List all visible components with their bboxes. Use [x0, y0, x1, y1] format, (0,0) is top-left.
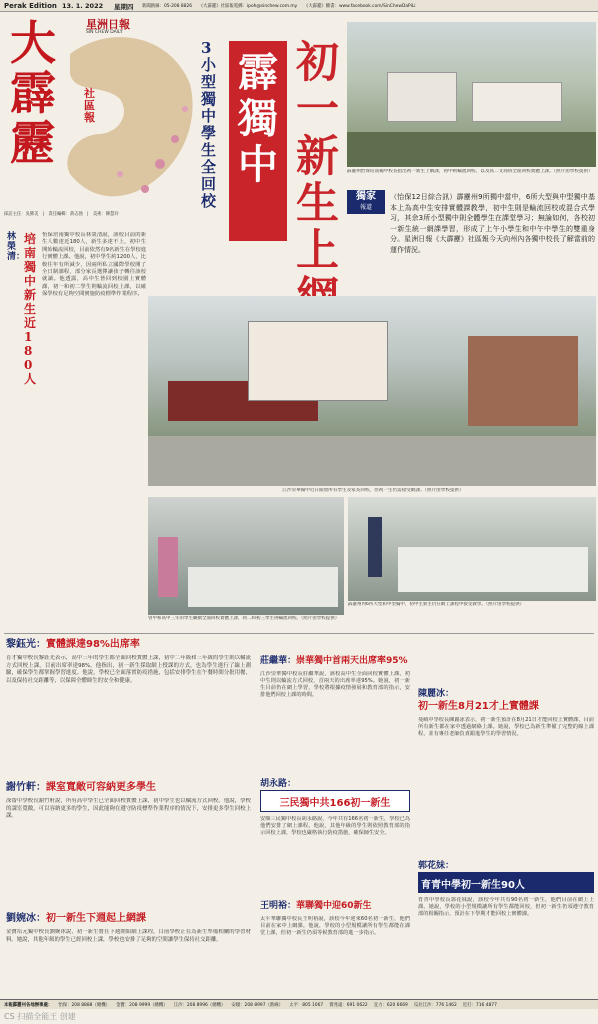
footer-office: 怡保：208 8888（總機）: [58, 1002, 110, 1008]
footer-office: 安順：208 8997（熱線）: [231, 1002, 284, 1008]
footer-office: 江沙：208 8996（總機）: [173, 1002, 226, 1008]
footer-bar: [0, 999, 598, 1009]
story-4: [260, 655, 410, 775]
side-story-body: 怡保培南獨中校長林榮清說，該校目前的新生人數達近180人，新生多達不上，初中生開始輪流回校，目前依然有9名新生在學校進行實體上課。他說，初中學生約1200人，比較往年有所減少，因兩所私立國際學校開了全日制課程，部分家長選擇讓孩子轉往該校就讀。他透露，高中生皆回到校園上實體課，初一和初二學生則輪流回校上課，以確保學校有足夠空間實施防疫標準作業程序。: [42, 232, 146, 298]
exclusive-badge-text: 獨家: [356, 191, 376, 202]
side-story-name: 林榮清：: [7, 232, 26, 262]
story-1-title: 實體課達98%出席率: [46, 639, 140, 650]
story-7: [418, 650, 594, 855]
story-6-name: 王明裕：: [260, 901, 297, 911]
edition-label: Perak Edition: [4, 2, 57, 10]
caption-middle: 江沙崇華獨中近日開放所有學生及家長回校，但初一生仍需接受網課。（照片由學校提供）: [282, 488, 464, 493]
story-5: [260, 778, 410, 898]
story-8-title-box: [418, 872, 594, 893]
story-2-body: 深齋中學校長謝竹軒說，所有高中學生已全面回校實體上課，初中學生也以輪流方式回校。他說，學校的課室寬敞，可以容納更多的學生，因此能夠在遵守防疫標準作業程序的情況下，安排更多學生回校上課。: [6, 798, 251, 820]
footer-office: 實兆遠：691 0622: [329, 1002, 368, 1008]
story-8-title: 育青中學初一新生90人: [421, 880, 525, 891]
story-3-name: 劉婉冰：: [6, 913, 46, 924]
story-7-name: 陳麗冰：: [418, 689, 455, 699]
story-1-body: 育才獨中校長黎鈺光表示，高中三年的學生都全面回校實體上課，初中二年級和三年級的學生則以輪流方式回校上課，目前出席率達98%。他指出，初一新生採取網上授課的方式，也為學生進行了線上測驗，確保學生都掌握學習進度。他說，學校已全面落實防疫措施，包括安排學生在午餐時間分批用餐，以及保持社交距離等，以保障全體師生的安全和健康。: [6, 655, 251, 684]
story-6-headline: [260, 900, 410, 912]
footer-office: 金寶：208 9999（總機）: [116, 1002, 168, 1008]
exclusive-badge-sub: 報道: [359, 204, 372, 211]
story-5-title-box: [260, 790, 410, 812]
lead-paragraph: （怡保12日綜合訊）霹靂州9所獨中當中，6所大型與中型獨中基本上為高中生安排實體課教學，初中生則是輪流回校或混合式學习，其余3所小型獨中則全體學生在課堂學习；無論如何，各校初一新生統一網課學習，形成了上午小學生和中午中學生的雙重身分。星洲日報《大霹靂》社區報今天向州內各獨中校長了解當前的運作情況。: [390, 193, 595, 254]
story-6-body: 太平華聯獨中校長王明裕說，該校今年迎來60名初一新生，他們目前在家中上網課。他說，學校的小型規模讓所有學生都能在課堂上課，但初一新生仍須等候教育部的進一步指示。: [260, 916, 410, 936]
story-1-headline: [6, 638, 251, 651]
paper-name-en: SIN CHEW DAILY: [86, 30, 123, 35]
footer-label: 本報霹靂州各地辦事處：: [4, 1002, 53, 1008]
school-gate-photo: [148, 296, 596, 486]
story-1: [6, 638, 251, 778]
footer-office: 太平：805 1067: [289, 1002, 324, 1008]
story-4-name: 莊繼華：: [260, 656, 297, 666]
story-3-body: 金寶培元獨中校長劉婉冰說，初一新生將在下週開始網上課程，目前學校正在為新生準備相關的學習材料。她說，其他年級的學生已經回校上課，學校也安排了足夠的空間讓學生保持社交距離。: [6, 929, 251, 943]
story-6-title: 華聯獨中迎60新生: [296, 901, 372, 911]
scanner-watermark: CS 扫描全能王 创建: [4, 1012, 76, 1021]
story-1-name: 黎鈺光：: [6, 639, 46, 650]
side-story-headline: 培南獨中新生近180人: [24, 232, 37, 386]
section-subtitle: 社區報: [84, 87, 95, 124]
story-2-title: 課室寬敞可容納更多學生: [46, 782, 156, 793]
story-2-name: 謝竹軒：: [6, 782, 46, 793]
story-2-headline: [6, 781, 251, 794]
footer-office: 宜力：620 6669: [373, 1002, 408, 1008]
story-2: [6, 781, 251, 911]
story-3: [6, 912, 251, 992]
staff-credits: 採訪主任：吳佛美 | 責任編輯：黃志強 | 美術：陳慧玲: [4, 212, 119, 217]
contact-line: 新聞熱線：05-208 8826 《大霹靂》社區報電郵：ipoh@sinchew.com.my 《大霹靂》臉書：www.facebook.com/SinChewDaPiLi: [142, 4, 416, 9]
paper-name-cn: 星洲日報: [86, 18, 130, 31]
issue-date: 13. 1. 2022: [62, 2, 104, 10]
caption-bottom-right: 霹靂州內6所大型和中型獨中，初中生新生仍在網上課程中接受教學。（照片由學校提供）: [348, 602, 525, 607]
story-3-title: 初一新生下週起上網課: [46, 913, 146, 924]
caption-bottom-left: 曾中和高中三年的學生繼續全面回校實體上課，初二和初三學生則輪流回校。（照片由學校提供）: [148, 616, 340, 621]
story-4-headline: [260, 655, 410, 667]
classroom-photo-left: [148, 497, 344, 615]
story-7-body: 曼絨中學校長陳麗冰表示，初一新生預計在8月21日才能回校上實體課，目前所有新生都在家中透過網絡上課。她說，學校已為新生準備了完整的線上課程，並有專任老師負責跟進學生的學習情況。: [418, 717, 594, 737]
story-8: [418, 860, 594, 995]
story-7-title: 初一新生8月21才上實體課: [418, 701, 539, 712]
school-aerial-photo: [347, 22, 596, 167]
exclusive-badge: [347, 190, 385, 214]
footer-office: 瓜拉江沙：776 1462: [413, 1002, 457, 1008]
classroom-photo-right: [348, 497, 596, 601]
story-4-body: 江沙崇華獨中校長莊繼華說，該校高中生全面回校實體上課，初中生則以輪流方式回校，首兩天的出席率達95%。她說，初一新生目前仍在網上學習，學校將根據疫情發展和教育部的指示，安排他們回校上課的時間。: [260, 671, 410, 698]
story-5-title: 三民獨中共166初一新生: [279, 798, 391, 809]
story-8-body: 育青中學校長郭花妹說，該校今年共有90名初一新生，他們目前在網上上課。她說，學校的小型規模讓所有學生都能回校，但初一新生仍須遵守教育部的相關指示，預計在下學期才能回校上實體課。: [418, 897, 594, 917]
story-6: [260, 900, 410, 995]
logo-block: [0, 14, 200, 224]
story-5-body: 安順三民獨中校長胡永路說，今年共有166名初一新生，學校已為他們安排了網上課程。他說，其他年級的學生則依照教育部的指示回校上課，學校也嚴格執行防疫措施，確保師生安全。: [260, 816, 410, 836]
caption-top-right: 霹靂州怡保培南獨中校長指出初一新生上網課，初中則輪流回校。以及高二文商班全面回校實體上課。（照片由學校提供）: [347, 169, 593, 174]
headline-main: 初一新生上: [296, 38, 339, 276]
story-5-name: 胡永路：: [260, 779, 297, 789]
issue-weekday: 星期四: [114, 3, 134, 11]
headline-kicker: 霹獨中: [238, 49, 278, 188]
section-title: 大霹靂: [10, 16, 56, 170]
story-4-title: 崇華獨中首兩天出席率95%: [296, 656, 408, 666]
divider-stories: [4, 633, 594, 634]
story-3-headline: [6, 912, 251, 925]
headline-sub: 3小型獨中學生全回校: [201, 39, 217, 210]
story-8-name: 郭花妹：: [418, 861, 455, 871]
footer-office: 近打：716 4877: [462, 1002, 497, 1008]
